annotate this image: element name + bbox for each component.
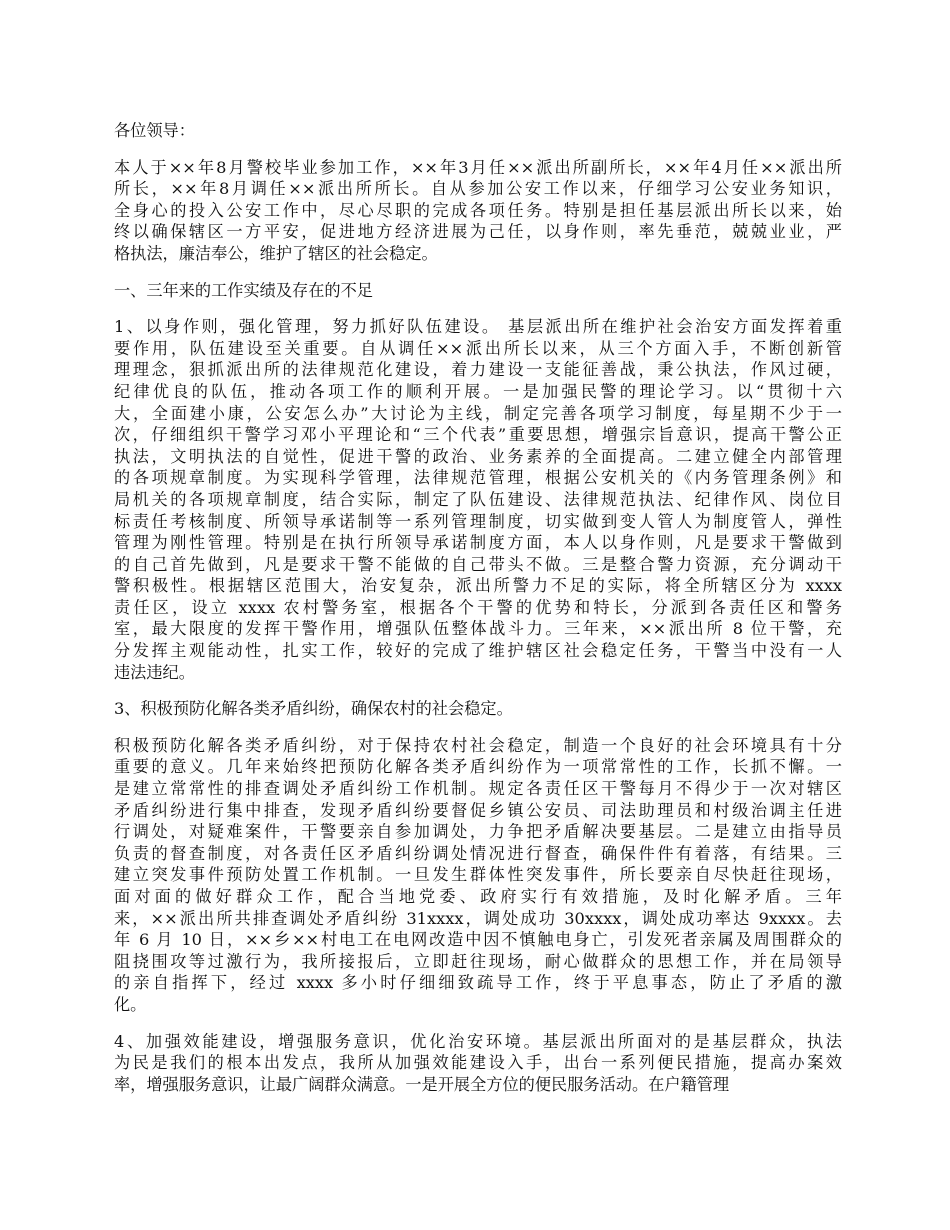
text-line: 管理为刚性管理。特别是在执行所领导承诺制度方面，本人以身作则，凡是要求干警做到 (114, 533, 842, 553)
text-line: 本人于××年8月警校毕业参加工作，××年3月任××派出所副所长，××年4月任××派出所 (114, 157, 842, 177)
paragraph (114, 735, 842, 1016)
text-line: 的各项规章制度。为实现科学管理，法律规范管理，根据公安机关的《内务管理条例》和 (114, 468, 842, 488)
text-line: 大，全面建小康，公安怎么办”大讨论为主线，制定完善各项学习制度，每星期不少于一 (114, 403, 842, 423)
paragraph (114, 280, 842, 302)
text-line: 为民是我们的根本出发点，我所从加强效能建设入手，出台一系列便民措施，提高办案效 (114, 1053, 842, 1073)
text-line: 重要的意义。几年来始终把预防化解各类矛盾纠纷作为一项常常性的工作，长抓不懈。一 (114, 757, 842, 777)
text-line: 来，××派出所共排查调处矛盾纠纷 31xxxx，调处成功 30xxxx，调处成功率达 9xxxx。去 (114, 908, 842, 928)
text-line: 行调处，对疑难案件，干警要亲自参加调处，力争把矛盾解决要基层。二是建立由指导员 (114, 822, 842, 842)
text-line: 所长，××年8月调任××派出所所长。自从参加公安工作以来，仔细学习公安业务知识， (114, 179, 842, 199)
text-line: 纪律优良的队伍，推动各项工作的顺利开展。一是加强民警的理论学习。以“贯彻十六 (114, 381, 842, 401)
text-line: 执法，文明执法的自觉性，促进干警的政治、业务素养的全面提高。二建立健全内部管理 (114, 446, 842, 466)
text-line: 一、三年来的工作实绩及存在的不足 (114, 280, 373, 300)
text-line: 积极预防化解各类矛盾纠纷，对于保持农村社会稳定，制造一个良好的社会环境具有十分 (114, 735, 842, 755)
text-line: 负责的督查制度，对各责任区矛盾纠纷调处情况进行督查，确保件件有着落，有结果。三 (114, 843, 842, 863)
text-line: 的亲自指挥下，经过 xxxx 多小时仔细细致疏导工作，终于平息事态，防止了矛盾的激 (114, 973, 842, 993)
text-line: 警积极性。根据辖区范围大，治安复杂，派出所警力不足的实际，将全所辖区分为 xxxx (114, 576, 842, 596)
salutation (114, 120, 842, 142)
document-page (114, 120, 842, 1110)
text-line: 分发挥主观能动性，扎实工作，较好的完成了维护辖区社会稳定任务，干警当中没有一人 (114, 641, 842, 661)
text-line: 理理念，狠抓派出所的法律规范化建设，着力建设一支能征善战，秉公执法，作风过硬， (114, 360, 842, 380)
text-line: 化。 (114, 994, 147, 1014)
text-line: 4、加强效能建设，增强服务意识，优化治安环境。基层派出所面对的是基层群众，执法 (114, 1031, 842, 1051)
text-line: 局机关的各项规章制度，结合实际，制定了队伍建设、法律规范执法、纪律作风、岗位目 (114, 489, 842, 509)
text-line: 建立突发事件预防处置工作机制。一旦发生群体性突发事件，所长要亲自尽快赶往现场， (114, 865, 842, 885)
document-body (114, 157, 842, 1096)
text-line: 各位领导： (114, 121, 195, 140)
text-line: 率，增强服务意识，让最广阔群众满意。一是开展全方位的便民服务活动。在户籍管理 (114, 1074, 730, 1094)
text-line: 全身心的投入公安工作中，尽心尽职的完成各项任务。特别是担任基层派出所长以来，始 (114, 200, 842, 220)
text-line: 的自己首先做到，凡是要求干警不能做的自己带头不做。三是整合警力资源，充分调动干 (114, 554, 842, 574)
text-line: 3、积极预防化解各类矛盾纠纷，确保农村的社会稳定。 (114, 699, 513, 719)
text-line: 阻挠围攻等过激行为，我所接报后，立即赶往现场，耐心做群众的思想工作，并在局领导 (114, 951, 842, 971)
text-line: 是建立常常性的排查调处矛盾纠纷工作机制。规定各责任区干警每月不得少于一次对辖区 (114, 779, 842, 799)
paragraph (114, 157, 842, 265)
text-line: 次，仔细组织干警学习邓小平理论和“三个代表”重要思想，增强宗旨意识，提高干警公正 (114, 425, 842, 445)
text-line: 年 6 月 10 日，××乡××村电工在电网改造中因不慎触电身亡，引发死者亲属及周围群众的 (114, 930, 842, 950)
text-line: 责任区，设立 xxxx 农村警务室，根据各个干警的优势和特长，分派到各责任区和警务 (114, 597, 842, 617)
text-line: 室，最大限度的发挥干警作用，增强队伍整体战斗力。三年来，××派出所 8 位干警，充 (114, 619, 842, 639)
text-line: 要作用，队伍建设至关重要。自从调任××派出所长以来，从三个方面入手，不断创新管 (114, 338, 842, 358)
paragraph (114, 698, 842, 720)
text-line: 终以确保辖区一方平安，促进地方经济进展为己任，以身作则，率先垂范，兢兢业业，严 (114, 222, 842, 242)
paragraph (114, 1031, 842, 1096)
text-line: 1、以身作则，强化管理，努力抓好队伍建设。 基层派出所在维护社会治安方面发挥着重 (114, 317, 842, 337)
text-line: 矛盾纠纷进行集中排查，发现矛盾纠纷要督促乡镇公安员、司法助理员和村级治调主任进 (114, 800, 842, 820)
text-line: 违法违纪。 (114, 662, 195, 682)
text-line: 标责任考核制度、所领导承诺制等一系列管理制度，切实做到变人管人为制度管人，弹性 (114, 511, 842, 531)
paragraph (114, 316, 842, 683)
text-line: 面对面的做好群众工作，配合当地党委、政府实行有效措施，及时化解矛盾。三年 (114, 887, 842, 906)
text-line: 格执法，廉洁奉公，维护了辖区的社会稳定。 (114, 243, 438, 263)
